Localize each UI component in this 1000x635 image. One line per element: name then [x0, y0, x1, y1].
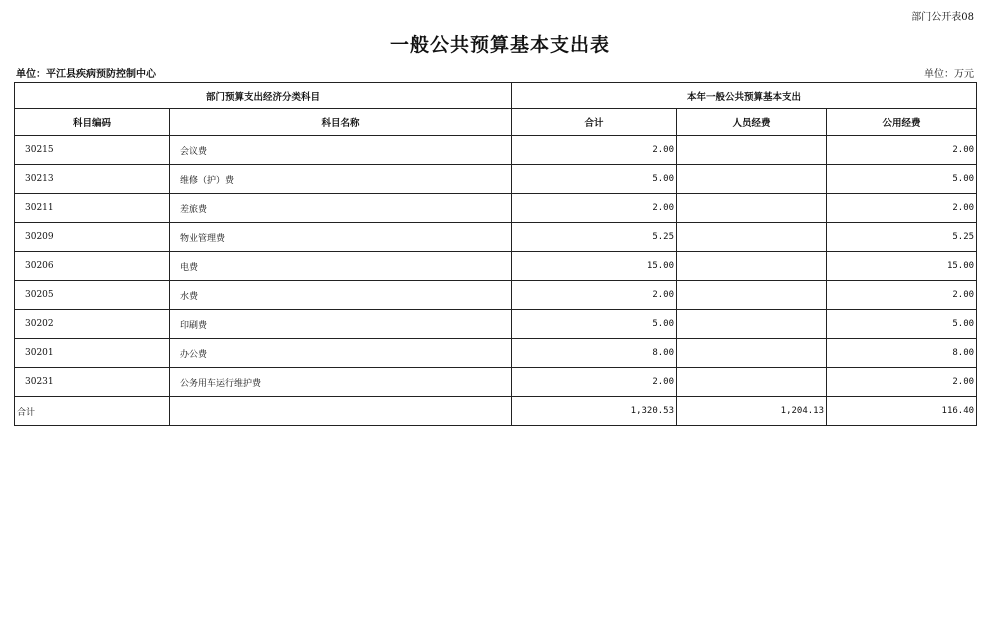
- group-header-classification: 部门预算支出经济分类科目: [15, 83, 512, 109]
- account-code: 30215: [15, 136, 170, 165]
- column-header-code: 科目编码: [15, 109, 170, 136]
- account-code: 30202: [15, 310, 170, 339]
- table-row: [15, 136, 977, 165]
- total-label: 合计: [15, 397, 170, 426]
- table-row: [15, 223, 977, 252]
- group-header-row: [15, 83, 977, 109]
- account-name: 公务用车运行维护费: [170, 368, 512, 397]
- total-amount: 5.00: [512, 165, 677, 194]
- expenditure-table: [14, 82, 977, 426]
- total-row: [15, 397, 977, 426]
- form-number: 部门公开表08: [911, 12, 974, 23]
- personnel-amount: [677, 368, 827, 397]
- table-row: [15, 310, 977, 339]
- account-name: 电费: [170, 252, 512, 281]
- total-amount: 8.00: [512, 339, 677, 368]
- public-amount: 2.00: [827, 368, 977, 397]
- total-amount: 5.00: [512, 310, 677, 339]
- personnel-amount: [677, 194, 827, 223]
- account-code: 30213: [15, 165, 170, 194]
- account-code: 30205: [15, 281, 170, 310]
- public-amount: 2.00: [827, 136, 977, 165]
- group-header-basic-expenditure: 本年一般公共预算基本支出: [512, 83, 977, 109]
- column-header-name: 科目名称: [170, 109, 512, 136]
- total-amount: 2.00: [512, 368, 677, 397]
- currency-unit: 单位：万元: [924, 69, 974, 80]
- account-name: 印刷费: [170, 310, 512, 339]
- account-code: 30231: [15, 368, 170, 397]
- total-amount: 2.00: [512, 136, 677, 165]
- page-title: 一般公共预算基本支出表: [389, 34, 610, 56]
- total-sum: 1,320.53: [512, 397, 677, 426]
- account-name: 水费: [170, 281, 512, 310]
- table-row: [15, 339, 977, 368]
- column-header-row: [15, 109, 977, 136]
- personnel-amount: [677, 310, 827, 339]
- public-amount: 2.00: [827, 194, 977, 223]
- account-code: 30201: [15, 339, 170, 368]
- total-amount: 5.25: [512, 223, 677, 252]
- table-row: [15, 368, 977, 397]
- personnel-amount: [677, 223, 827, 252]
- table-row: [15, 281, 977, 310]
- total-amount: 15.00: [512, 252, 677, 281]
- account-code: 30211: [15, 194, 170, 223]
- public-amount: 2.00: [827, 281, 977, 310]
- total-amount: 2.00: [512, 281, 677, 310]
- personnel-amount: [677, 252, 827, 281]
- organization-unit: 单位：平江县疾病预防控制中心: [16, 69, 156, 80]
- public-amount: 8.00: [827, 339, 977, 368]
- personnel-amount: [677, 281, 827, 310]
- table-row: [15, 194, 977, 223]
- account-name: 会议费: [170, 136, 512, 165]
- column-header-public: 公用经费: [827, 109, 977, 136]
- table-row: [15, 252, 977, 281]
- column-header-total: 合计: [512, 109, 677, 136]
- column-header-personnel: 人员经费: [677, 109, 827, 136]
- table-row: [15, 165, 977, 194]
- account-code: 30206: [15, 252, 170, 281]
- personnel-amount: [677, 339, 827, 368]
- account-name: 办公费: [170, 339, 512, 368]
- total-personnel: 1,204.13: [677, 397, 827, 426]
- account-name: 差旅费: [170, 194, 512, 223]
- account-name: 维修（护）费: [170, 165, 512, 194]
- total-amount: 2.00: [512, 194, 677, 223]
- account-name: 物业管理费: [170, 223, 512, 252]
- total-name: [170, 397, 512, 426]
- public-amount: 5.00: [827, 310, 977, 339]
- public-amount: 5.00: [827, 165, 977, 194]
- personnel-amount: [677, 136, 827, 165]
- public-amount: 5.25: [827, 223, 977, 252]
- public-amount: 15.00: [827, 252, 977, 281]
- total-public: 116.40: [827, 397, 977, 426]
- account-code: 30209: [15, 223, 170, 252]
- personnel-amount: [677, 165, 827, 194]
